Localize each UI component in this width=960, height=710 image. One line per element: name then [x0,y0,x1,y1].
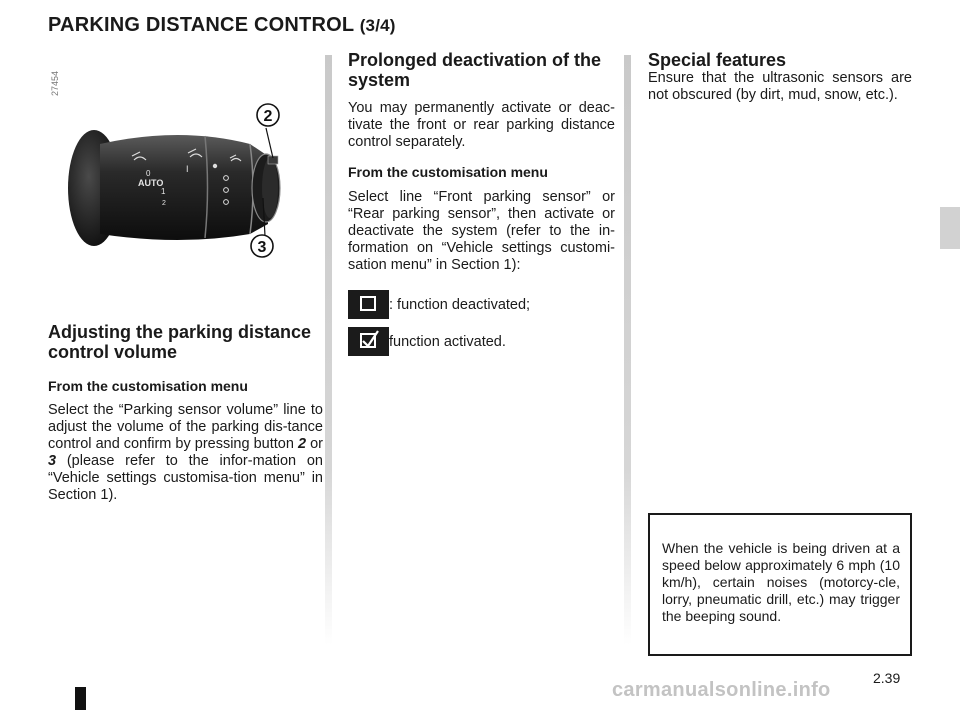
legend-label: : function deactivated; [389,297,531,313]
section-heading: Special features [648,50,787,70]
section-heading: Prolonged deactivation of the system [348,50,602,90]
callout-label: 3 [257,239,267,256]
body-paragraph [48,402,323,504]
body-text: Select the “Parking sensor volume” line to adjust the volume of the parking dis-tance control and confirm by pressing button [48,402,323,452]
checkbox-legend-unchecked [348,290,615,319]
body-paragraph: Select line “Front parking sensor” or “Rear parking sensor”, then activate or deactivate the system (refer to the in-formation on “Vehicle settings customi-sation menu” in Section 1): [348,189,615,273]
column-divider [624,55,631,645]
stalk-marking: I [186,164,189,174]
left-column [48,322,323,504]
stalk-marking: 2 [162,200,166,207]
right-column [648,50,912,104]
section-heading: Adjusting the parking distance control volume [48,322,312,362]
stalk-body [100,135,268,240]
page-title [48,14,396,37]
body-text: or [306,436,324,452]
callout-label: 2 [263,108,273,125]
intro-paragraph: You may permanently activate or deac-tivate the front or rear parking distance control separately. [348,100,615,150]
checkbox-legend-checked [348,327,615,356]
stalk-marking: AUTO [138,178,164,188]
button-ref-2: 2 [297,436,307,452]
column-divider [325,55,332,645]
body-text: (please refer to the infor-mation on “Vehicle settings customisa-tion menu” in Section 1). [48,453,323,503]
page-part-indicator: (3/4) [359,16,396,35]
figure-id: 27454 [50,70,60,96]
subheading: From the customisation menu [348,164,548,180]
page-title-text: PARKING DISTANCE CONTROL [48,14,354,36]
legend-label: function activated. [389,334,506,350]
wiper-stalk-illustration [60,96,320,276]
section-thumb-tab [940,207,960,249]
page-number: 2.39 [873,670,901,686]
notice-box [648,513,912,656]
notice-text: When the vehicle is being driven at a speed below approximately 6 mph (10 km/h), certain noises (motorcy-cle, lorry, pneumatic drill, etc.) may trigger the beeping sound. [662,540,900,624]
checked-box-icon [348,327,389,356]
stalk-marking: 0 [146,169,151,178]
middle-column [348,50,615,356]
unchecked-box-icon [348,290,389,319]
footer-marker [75,687,86,710]
body-paragraph: Ensure that the ultrasonic sensors are not obscured (by dirt, mud, snow, etc.). [648,70,912,103]
watermark-link[interactable]: carmanualsonline.info [612,679,831,701]
button-ref-3: 3 [48,453,57,469]
subheading: From the customisation menu [48,378,248,394]
stalk-marking: 1 [161,187,166,196]
